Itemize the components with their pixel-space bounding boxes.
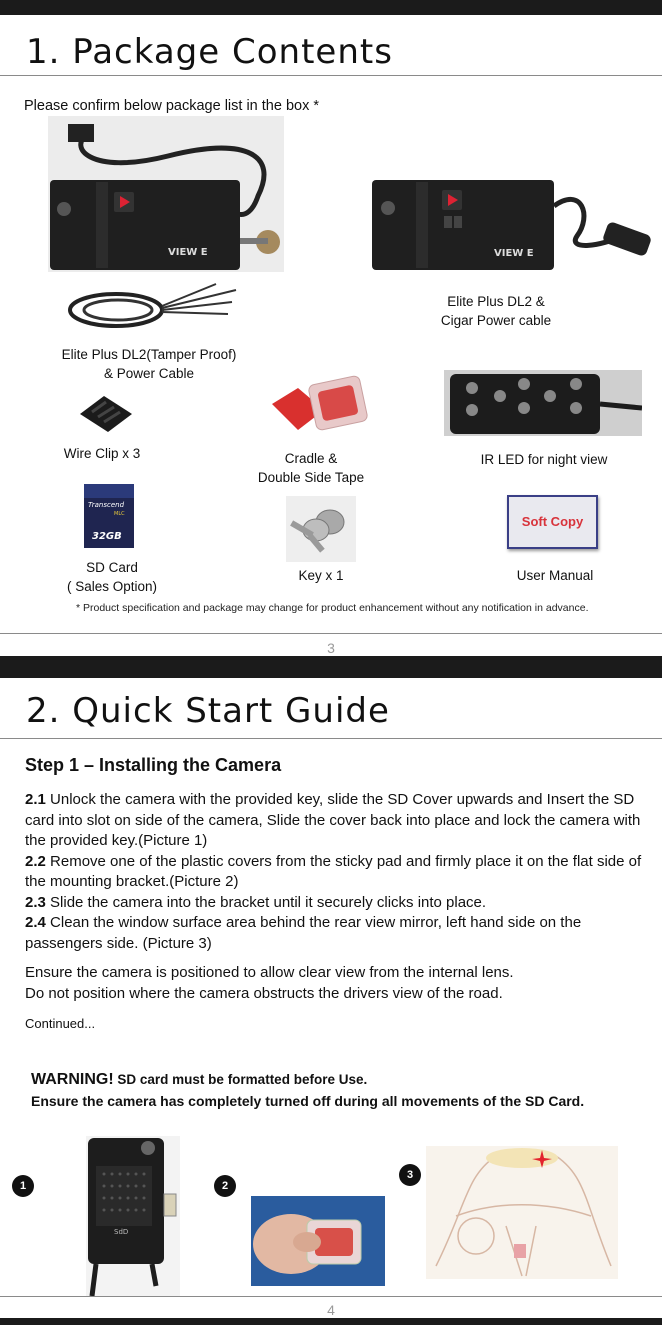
caption-tamper-cable: Elite Plus DL2(Tamper Proof) & Power Cable (61, 347, 237, 381)
camera-brand-text-2: VIEW E (494, 248, 534, 259)
caption-cradle: Cradle & Double Side Tape (257, 451, 365, 485)
footnote: * Product specification and package may change for product enhancement without any notification in advance. (76, 602, 589, 614)
picture-3-windscreen (426, 1146, 618, 1279)
step-2-3: 2.3 Slide the camera into the bracket until it securely clicks into place. (25, 893, 487, 911)
warning-label: WARNING! (31, 1071, 114, 1088)
sd-type-text: MLC (114, 511, 125, 517)
page-heading-quickstart: 2. Quick Start Guide (26, 691, 390, 731)
warning-rest: SD card must be formatted before Use. (113, 1072, 368, 1087)
continued-text: Continued... (25, 1016, 96, 1031)
ir-led-image (444, 370, 642, 436)
intro-text: Please confirm below package list in the box * (24, 98, 319, 114)
wire-clip-image (74, 392, 138, 436)
step-2-4: 2.4 Clean the window surface area behind the rear view mirror, left hand side on the passengers side. (Picture 3) (25, 914, 582, 952)
steps-block (25, 790, 645, 954)
step-2-1: 2.1 Unlock the camera with the provided key, slide the SD Cover upwards and Insert the SD card into slot on side of the camera, Slide the cover back into place and lock the camera with the provided key.(Picture 1) (25, 791, 641, 849)
sd-card-image (84, 484, 134, 548)
picture-marker-2: 2 (214, 1175, 236, 1197)
caption-cigar-cable: Elite Plus DL2 & Cigar Power cable (440, 294, 552, 328)
picture-1-label: SdD (114, 1228, 129, 1236)
caption-wire-clip: Wire Clip x 3 (63, 446, 141, 461)
camera-brand-text: VIEW E (168, 247, 208, 258)
cradle-tape-image (268, 374, 372, 438)
ensure-text: Ensure the camera is positioned to allow clear view from the internal lens. Do not position where the camera obstructs the drivers view of the road. (25, 964, 514, 1002)
camera-tamper-image (48, 116, 284, 272)
sd-capacity-text: 32GB (92, 531, 122, 542)
caption-user-manual: User Manual (516, 568, 594, 583)
warning-line-2: Ensure the camera has completely turned off during all movements of the SD Card. (31, 1093, 585, 1109)
page-number-4: 4 (327, 1302, 335, 1318)
heading-rule-2 (0, 738, 662, 739)
picture-2-sticky-pad (251, 1196, 385, 1286)
picture-1-camera (86, 1136, 180, 1296)
power-cable-image (66, 280, 240, 332)
page-heading-package: 1. Package Contents (26, 32, 393, 72)
soft-copy-label: Soft Copy (521, 514, 584, 529)
caption-ir-led: IR LED for night view (480, 452, 608, 467)
bottom-bar (0, 1318, 662, 1325)
page-number-3: 3 (327, 640, 335, 656)
heading-rule (0, 75, 662, 76)
picture-marker-3: 3 (399, 1164, 421, 1186)
picture-marker-1: 1 (12, 1175, 34, 1197)
camera-cigar-image (372, 176, 658, 272)
step-2-2: 2.2 Remove one of the plastic covers from the sticky pad and firmly place it on the flat side of the mounting bracket.(Picture 2) (25, 852, 642, 890)
step-title: Step 1 – Installing the Camera (25, 755, 282, 775)
page-divider-bar (0, 656, 662, 678)
soft-copy-box (507, 495, 598, 549)
top-bar (0, 0, 662, 15)
sd-brand-text: Transcend (88, 501, 125, 509)
footer-rule (0, 633, 662, 634)
key-image (286, 496, 356, 562)
warning-line-1 (31, 1071, 367, 1089)
caption-key: Key x 1 (298, 568, 344, 583)
footer-rule-2 (0, 1296, 662, 1297)
caption-sd-card: SD Card ( Sales Option) (66, 560, 158, 594)
